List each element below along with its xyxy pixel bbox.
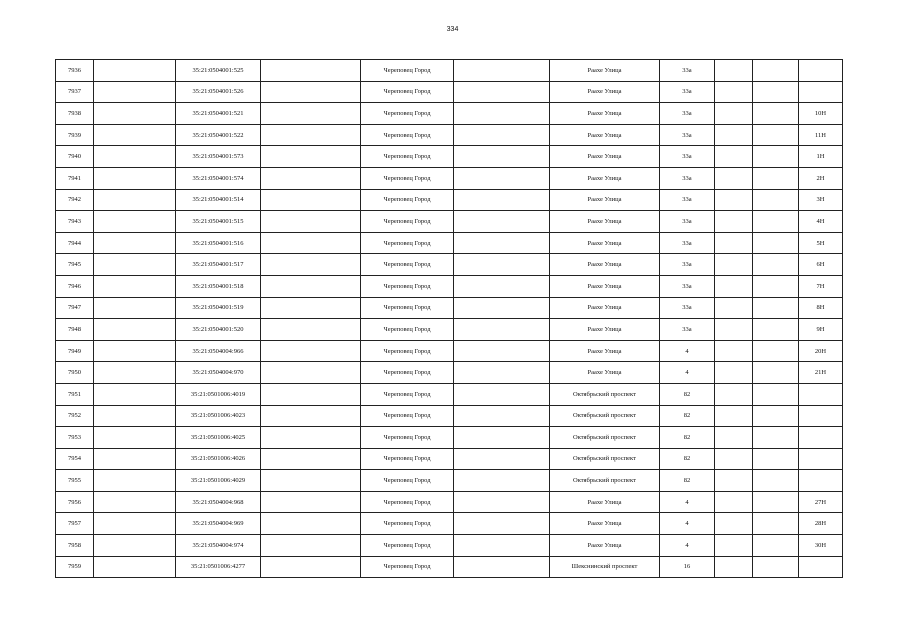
house-number-cell: 33а — [660, 319, 715, 341]
cadastral-number-cell: 35:21:0501006:4277 — [176, 556, 261, 578]
room-number-cell: 28Н — [799, 513, 843, 535]
empty-cell — [261, 81, 361, 103]
house-number-cell: 16 — [660, 556, 715, 578]
street-cell: Раахе Улица — [550, 124, 660, 146]
empty-cell — [715, 211, 753, 233]
empty-cell — [753, 103, 799, 125]
city-cell: Череповец Город — [361, 535, 454, 557]
city-cell: Череповец Город — [361, 146, 454, 168]
room-number-cell: 9Н — [799, 319, 843, 341]
row-number-cell: 7950 — [56, 362, 94, 384]
row-number-cell: 7944 — [56, 232, 94, 254]
table-row — [56, 362, 843, 384]
empty-cell — [454, 513, 550, 535]
cadastral-number-cell: 35:21:0504001:515 — [176, 211, 261, 233]
city-cell: Череповец Город — [361, 448, 454, 470]
city-cell: Череповец Город — [361, 211, 454, 233]
empty-cell — [454, 211, 550, 233]
empty-cell — [454, 146, 550, 168]
cadastral-number-cell: 35:21:0504001:514 — [176, 189, 261, 211]
street-cell: Раахе Улица — [550, 232, 660, 254]
row-number-cell: 7939 — [56, 124, 94, 146]
city-cell: Череповец Город — [361, 275, 454, 297]
house-number-cell: 33а — [660, 167, 715, 189]
room-number-cell: 30Н — [799, 535, 843, 557]
row-number-cell: 7942 — [56, 189, 94, 211]
street-cell: Октябрьский проспект — [550, 470, 660, 492]
city-cell: Череповец Город — [361, 556, 454, 578]
empty-cell — [94, 427, 176, 449]
empty-cell — [94, 362, 176, 384]
empty-cell — [715, 362, 753, 384]
street-cell: Раахе Улица — [550, 167, 660, 189]
cadastral-number-cell: 35:21:0501006:4026 — [176, 448, 261, 470]
house-number-cell: 33а — [660, 275, 715, 297]
room-number-cell: 2Н — [799, 167, 843, 189]
empty-cell — [261, 60, 361, 82]
house-number-cell: 33а — [660, 297, 715, 319]
house-number-cell: 4 — [660, 340, 715, 362]
street-cell: Раахе Улица — [550, 491, 660, 513]
house-number-cell: 4 — [660, 513, 715, 535]
row-number-cell: 7958 — [56, 535, 94, 557]
house-number-cell: 82 — [660, 470, 715, 492]
table-row — [56, 189, 843, 211]
house-number-cell: 82 — [660, 448, 715, 470]
empty-cell — [454, 60, 550, 82]
city-cell: Череповец Город — [361, 189, 454, 211]
city-cell: Череповец Город — [361, 319, 454, 341]
empty-cell — [94, 146, 176, 168]
empty-cell — [753, 319, 799, 341]
empty-cell — [753, 297, 799, 319]
empty-cell — [715, 491, 753, 513]
room-number-cell — [799, 556, 843, 578]
room-number-cell: 11Н — [799, 124, 843, 146]
empty-cell — [753, 60, 799, 82]
table-row — [56, 470, 843, 492]
street-cell: Октябрьский проспект — [550, 427, 660, 449]
table-row — [56, 146, 843, 168]
street-cell: Раахе Улица — [550, 275, 660, 297]
empty-cell — [715, 556, 753, 578]
empty-cell — [715, 167, 753, 189]
city-cell: Череповец Город — [361, 81, 454, 103]
row-number-cell: 7956 — [56, 491, 94, 513]
table-row — [56, 275, 843, 297]
table-row — [56, 60, 843, 82]
empty-cell — [261, 124, 361, 146]
empty-cell — [753, 146, 799, 168]
empty-cell — [261, 189, 361, 211]
empty-cell — [94, 556, 176, 578]
empty-cell — [715, 124, 753, 146]
empty-cell — [753, 405, 799, 427]
empty-cell — [715, 297, 753, 319]
empty-cell — [454, 124, 550, 146]
empty-cell — [261, 319, 361, 341]
table-row — [56, 81, 843, 103]
empty-cell — [261, 491, 361, 513]
empty-cell — [753, 81, 799, 103]
empty-cell — [715, 448, 753, 470]
table-row — [56, 340, 843, 362]
street-cell: Октябрьский проспект — [550, 448, 660, 470]
empty-cell — [753, 448, 799, 470]
street-cell: Раахе Улица — [550, 297, 660, 319]
street-cell: Октябрьский проспект — [550, 383, 660, 405]
cadastral-number-cell: 35:21:0501006:4029 — [176, 470, 261, 492]
empty-cell — [261, 535, 361, 557]
room-number-cell: 8Н — [799, 297, 843, 319]
row-number-cell: 7946 — [56, 275, 94, 297]
table-row — [56, 556, 843, 578]
city-cell: Череповец Город — [361, 167, 454, 189]
room-number-cell: 7Н — [799, 275, 843, 297]
house-number-cell: 33а — [660, 211, 715, 233]
empty-cell — [715, 405, 753, 427]
table-row — [56, 448, 843, 470]
table-row — [56, 405, 843, 427]
empty-cell — [753, 470, 799, 492]
empty-cell — [261, 254, 361, 276]
table-row — [56, 297, 843, 319]
city-cell: Череповец Город — [361, 124, 454, 146]
row-number-cell: 7938 — [56, 103, 94, 125]
room-number-cell — [799, 81, 843, 103]
empty-cell — [94, 297, 176, 319]
table-row — [56, 167, 843, 189]
row-number-cell: 7949 — [56, 340, 94, 362]
row-number-cell: 7955 — [56, 470, 94, 492]
city-cell: Череповец Город — [361, 60, 454, 82]
empty-cell — [94, 405, 176, 427]
empty-cell — [261, 103, 361, 125]
house-number-cell: 4 — [660, 535, 715, 557]
house-number-cell: 82 — [660, 427, 715, 449]
house-number-cell: 33а — [660, 124, 715, 146]
table-row — [56, 427, 843, 449]
empty-cell — [261, 556, 361, 578]
street-cell: Октябрьский проспект — [550, 405, 660, 427]
cadastral-number-cell: 35:21:0504001:517 — [176, 254, 261, 276]
empty-cell — [454, 297, 550, 319]
cadastral-number-cell: 35:21:0504001:519 — [176, 297, 261, 319]
empty-cell — [753, 124, 799, 146]
empty-cell — [454, 167, 550, 189]
empty-cell — [94, 211, 176, 233]
row-number-cell: 7936 — [56, 60, 94, 82]
cadastral-number-cell: 35:21:0501006:4019 — [176, 383, 261, 405]
room-number-cell: 21Н — [799, 362, 843, 384]
table-row — [56, 535, 843, 557]
empty-cell — [753, 340, 799, 362]
empty-cell — [454, 383, 550, 405]
empty-cell — [454, 405, 550, 427]
row-number-cell: 7943 — [56, 211, 94, 233]
cadastral-number-cell: 35:21:0504001:522 — [176, 124, 261, 146]
empty-cell — [715, 232, 753, 254]
row-number-cell: 7948 — [56, 319, 94, 341]
cadastral-number-cell: 35:21:0504001:520 — [176, 319, 261, 341]
empty-cell — [454, 427, 550, 449]
street-cell: Раахе Улица — [550, 189, 660, 211]
row-number-cell: 7951 — [56, 383, 94, 405]
table-row — [56, 383, 843, 405]
empty-cell — [753, 189, 799, 211]
row-number-cell: 7957 — [56, 513, 94, 535]
city-cell: Череповец Город — [361, 297, 454, 319]
empty-cell — [261, 232, 361, 254]
room-number-cell: 3Н — [799, 189, 843, 211]
street-cell: Раахе Улица — [550, 319, 660, 341]
city-cell: Череповец Город — [361, 427, 454, 449]
empty-cell — [715, 340, 753, 362]
empty-cell — [454, 81, 550, 103]
empty-cell — [454, 470, 550, 492]
empty-cell — [715, 427, 753, 449]
empty-cell — [715, 319, 753, 341]
empty-cell — [261, 448, 361, 470]
street-cell: Раахе Улица — [550, 513, 660, 535]
row-number-cell: 7953 — [56, 427, 94, 449]
empty-cell — [715, 275, 753, 297]
row-number-cell: 7937 — [56, 81, 94, 103]
cadastral-number-cell: 35:21:0504001:521 — [176, 103, 261, 125]
cadastral-number-cell: 35:21:0504004:970 — [176, 362, 261, 384]
empty-cell — [94, 275, 176, 297]
cadastral-number-cell: 35:21:0504001:574 — [176, 167, 261, 189]
street-cell: Раахе Улица — [550, 362, 660, 384]
empty-cell — [753, 556, 799, 578]
empty-cell — [715, 81, 753, 103]
empty-cell — [753, 232, 799, 254]
empty-cell — [454, 103, 550, 125]
house-number-cell: 33а — [660, 232, 715, 254]
street-cell: Раахе Улица — [550, 535, 660, 557]
empty-cell — [454, 362, 550, 384]
empty-cell — [715, 383, 753, 405]
empty-cell — [261, 362, 361, 384]
empty-cell — [94, 319, 176, 341]
empty-cell — [715, 254, 753, 276]
empty-cell — [454, 232, 550, 254]
empty-cell — [753, 275, 799, 297]
table-row — [56, 103, 843, 125]
house-number-cell: 33а — [660, 254, 715, 276]
table-row — [56, 211, 843, 233]
room-number-cell: 4Н — [799, 211, 843, 233]
registry-table-body — [56, 60, 843, 578]
room-number-cell: 5Н — [799, 232, 843, 254]
empty-cell — [454, 319, 550, 341]
empty-cell — [261, 167, 361, 189]
house-number-cell: 82 — [660, 383, 715, 405]
empty-cell — [454, 448, 550, 470]
empty-cell — [454, 340, 550, 362]
table-row — [56, 491, 843, 513]
cadastral-number-cell: 35:21:0504004:968 — [176, 491, 261, 513]
empty-cell — [753, 491, 799, 513]
room-number-cell: 1Н — [799, 146, 843, 168]
empty-cell — [454, 189, 550, 211]
street-cell: Раахе Улица — [550, 146, 660, 168]
empty-cell — [94, 189, 176, 211]
room-number-cell — [799, 405, 843, 427]
city-cell: Череповец Город — [361, 103, 454, 125]
city-cell: Череповец Город — [361, 513, 454, 535]
empty-cell — [715, 513, 753, 535]
page-number: 334 — [446, 26, 459, 33]
cadastral-number-cell: 35:21:0501006:4023 — [176, 405, 261, 427]
empty-cell — [715, 535, 753, 557]
table-row — [56, 513, 843, 535]
empty-cell — [261, 427, 361, 449]
empty-cell — [94, 340, 176, 362]
cadastral-number-cell: 35:21:0501006:4025 — [176, 427, 261, 449]
room-number-cell — [799, 427, 843, 449]
room-number-cell — [799, 448, 843, 470]
empty-cell — [261, 340, 361, 362]
house-number-cell: 82 — [660, 405, 715, 427]
empty-cell — [261, 470, 361, 492]
city-cell: Череповец Город — [361, 470, 454, 492]
empty-cell — [261, 275, 361, 297]
row-number-cell: 7947 — [56, 297, 94, 319]
empty-cell — [454, 491, 550, 513]
cadastral-number-cell: 35:21:0504001:525 — [176, 60, 261, 82]
registry-table — [55, 59, 843, 578]
empty-cell — [261, 146, 361, 168]
empty-cell — [715, 103, 753, 125]
cadastral-number-cell: 35:21:0504004:966 — [176, 340, 261, 362]
table-row — [56, 232, 843, 254]
house-number-cell: 33а — [660, 189, 715, 211]
empty-cell — [94, 448, 176, 470]
empty-cell — [94, 254, 176, 276]
city-cell: Череповец Город — [361, 254, 454, 276]
city-cell: Череповец Город — [361, 491, 454, 513]
empty-cell — [94, 491, 176, 513]
empty-cell — [94, 513, 176, 535]
empty-cell — [753, 535, 799, 557]
empty-cell — [94, 60, 176, 82]
empty-cell — [94, 124, 176, 146]
row-number-cell: 7945 — [56, 254, 94, 276]
empty-cell — [715, 470, 753, 492]
city-cell: Череповец Город — [361, 340, 454, 362]
empty-cell — [261, 513, 361, 535]
city-cell: Череповец Город — [361, 232, 454, 254]
empty-cell — [753, 513, 799, 535]
table-row — [56, 124, 843, 146]
row-number-cell: 7940 — [56, 146, 94, 168]
city-cell: Череповец Город — [361, 383, 454, 405]
empty-cell — [753, 211, 799, 233]
empty-cell — [94, 232, 176, 254]
empty-cell — [94, 535, 176, 557]
street-cell: Раахе Улица — [550, 60, 660, 82]
house-number-cell: 4 — [660, 491, 715, 513]
empty-cell — [753, 254, 799, 276]
row-number-cell: 7954 — [56, 448, 94, 470]
empty-cell — [715, 146, 753, 168]
street-cell: Раахе Улица — [550, 103, 660, 125]
street-cell: Раахе Улица — [550, 211, 660, 233]
room-number-cell — [799, 470, 843, 492]
cadastral-number-cell: 35:21:0504001:516 — [176, 232, 261, 254]
row-number-cell: 7959 — [56, 556, 94, 578]
empty-cell — [94, 383, 176, 405]
table-row — [56, 319, 843, 341]
room-number-cell — [799, 60, 843, 82]
empty-cell — [753, 167, 799, 189]
empty-cell — [94, 470, 176, 492]
room-number-cell — [799, 383, 843, 405]
empty-cell — [261, 211, 361, 233]
house-number-cell: 33а — [660, 103, 715, 125]
room-number-cell: 20Н — [799, 340, 843, 362]
cadastral-number-cell: 35:21:0504001:526 — [176, 81, 261, 103]
cadastral-number-cell: 35:21:0504001:518 — [176, 275, 261, 297]
street-cell: Шекснинский проспект — [550, 556, 660, 578]
house-number-cell: 33а — [660, 60, 715, 82]
empty-cell — [94, 103, 176, 125]
house-number-cell: 33а — [660, 81, 715, 103]
empty-cell — [261, 383, 361, 405]
empty-cell — [261, 405, 361, 427]
empty-cell — [454, 556, 550, 578]
city-cell: Череповец Город — [361, 405, 454, 427]
street-cell: Раахе Улица — [550, 340, 660, 362]
empty-cell — [753, 362, 799, 384]
street-cell: Раахе Улица — [550, 81, 660, 103]
street-cell: Раахе Улица — [550, 254, 660, 276]
empty-cell — [454, 254, 550, 276]
cadastral-number-cell: 35:21:0504001:573 — [176, 146, 261, 168]
empty-cell — [753, 427, 799, 449]
empty-cell — [753, 383, 799, 405]
house-number-cell: 33а — [660, 146, 715, 168]
city-cell: Череповец Город — [361, 362, 454, 384]
row-number-cell: 7941 — [56, 167, 94, 189]
empty-cell — [715, 60, 753, 82]
house-number-cell: 4 — [660, 362, 715, 384]
room-number-cell: 27Н — [799, 491, 843, 513]
cadastral-number-cell: 35:21:0504004:974 — [176, 535, 261, 557]
empty-cell — [454, 275, 550, 297]
empty-cell — [715, 189, 753, 211]
room-number-cell: 6Н — [799, 254, 843, 276]
empty-cell — [94, 81, 176, 103]
empty-cell — [94, 167, 176, 189]
cadastral-number-cell: 35:21:0504004:969 — [176, 513, 261, 535]
room-number-cell: 10Н — [799, 103, 843, 125]
row-number-cell: 7952 — [56, 405, 94, 427]
table-row — [56, 254, 843, 276]
empty-cell — [261, 297, 361, 319]
empty-cell — [454, 535, 550, 557]
